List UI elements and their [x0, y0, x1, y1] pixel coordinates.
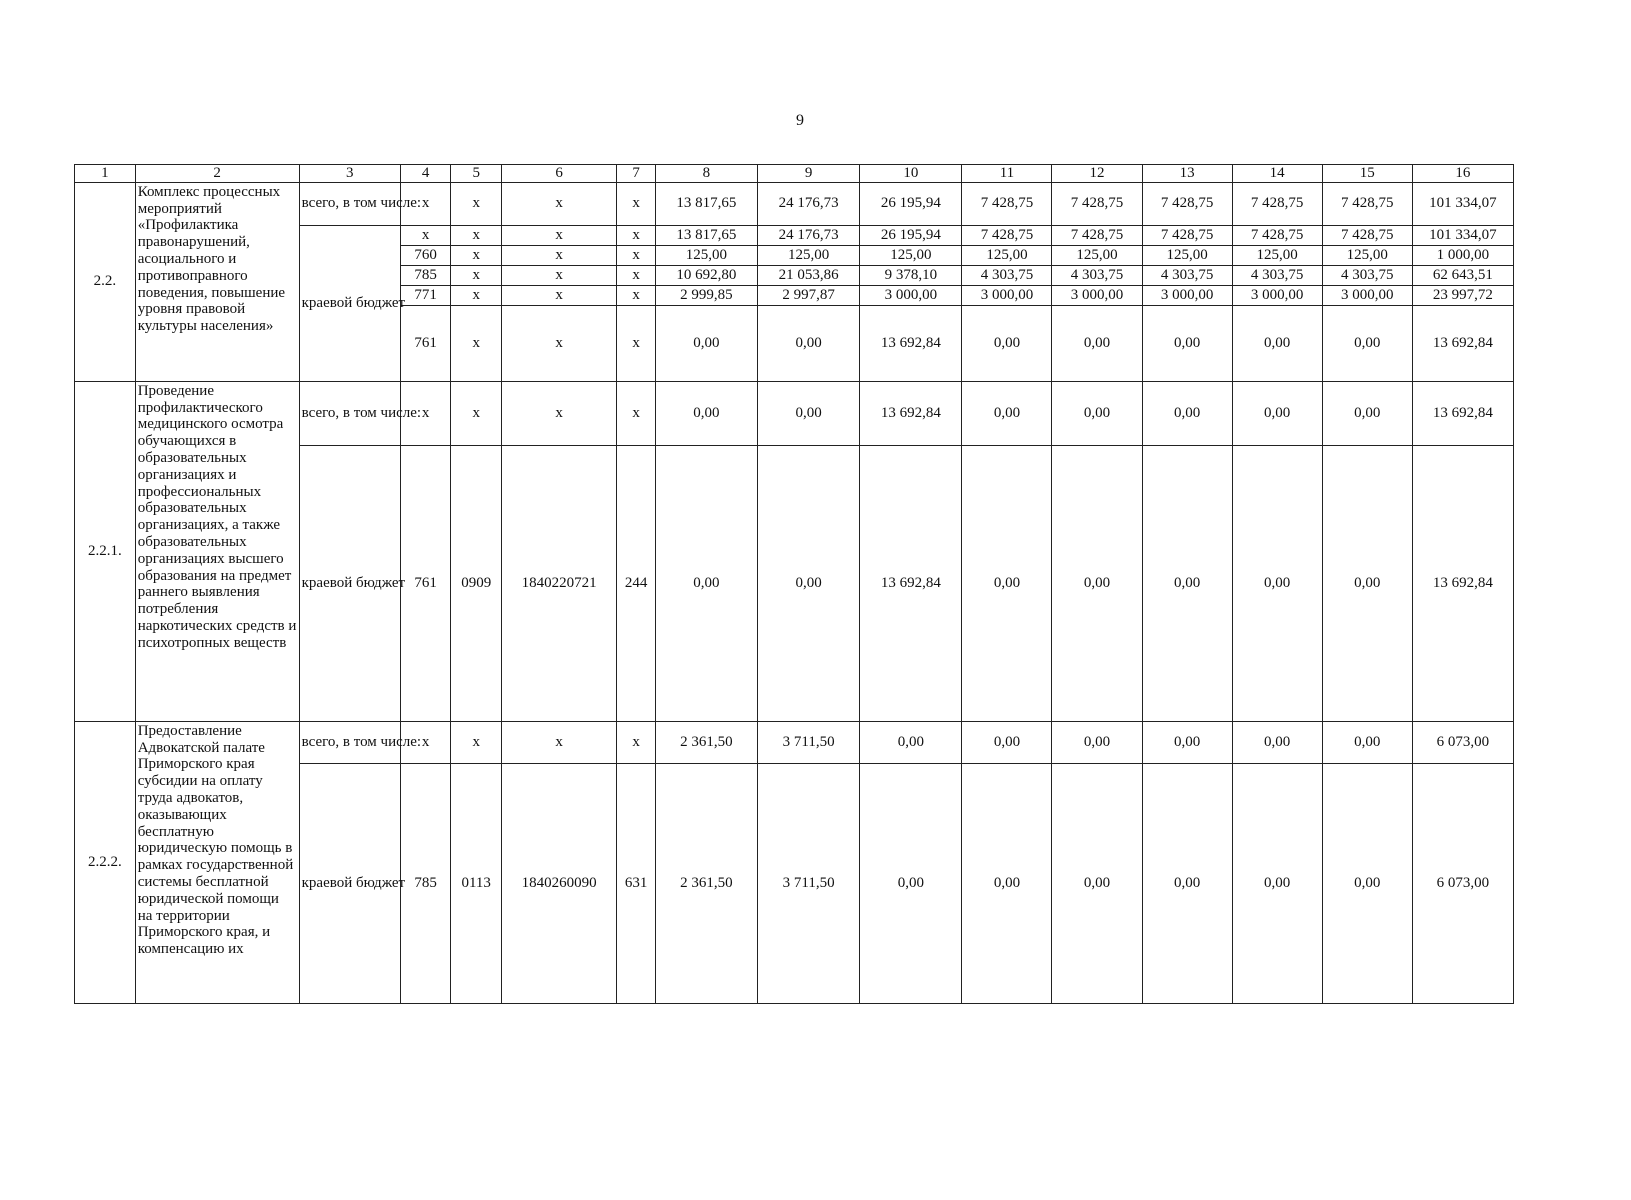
- table-cell: 785: [400, 763, 451, 1003]
- section-code: 2.2.1.: [75, 381, 136, 721]
- table-cell: 4 303,75: [962, 265, 1052, 285]
- section-code: 2.2.2.: [75, 721, 136, 1003]
- table-cell: 125,00: [1232, 245, 1322, 265]
- section-name: Предоставление Адвокатской палате Приморского края субсидии на оплату труда адвокатов, оказывающих бесплатную юридическую помощь в рамках государственной системы бесплатной юридической помощи на территории Приморского края, и компенсацию их: [135, 721, 299, 1003]
- column-number-cell: 9: [758, 165, 860, 183]
- table-cell: 0,00: [758, 381, 860, 445]
- table-cell: 4 303,75: [1232, 265, 1322, 285]
- table-cell: x: [502, 265, 617, 285]
- table-cell: 761: [400, 445, 451, 721]
- table-cell: 7 428,75: [1052, 182, 1142, 225]
- table-cell: 0,00: [962, 721, 1052, 763]
- table-cell: 13 692,84: [1412, 305, 1513, 381]
- table-cell: 0,00: [860, 721, 962, 763]
- table-cell: 0,00: [1142, 721, 1232, 763]
- table-cell: 10 692,80: [655, 265, 757, 285]
- page-number: 9: [796, 112, 804, 129]
- table-row: [75, 381, 1514, 445]
- table-cell: 125,00: [1322, 245, 1412, 265]
- table-row: [75, 182, 1514, 225]
- column-number-cell: 12: [1052, 165, 1142, 183]
- column-number-cell: 4: [400, 165, 451, 183]
- table-cell: 0,00: [1142, 763, 1232, 1003]
- table-cell: x: [617, 721, 655, 763]
- table-cell: 0,00: [1232, 381, 1322, 445]
- table-cell: x: [617, 245, 655, 265]
- section-name: Комплекс процессных мероприятий «Профилактика правонарушений, асоциального и противоправного поведения, повышение уровня правовой культуры населения»: [135, 182, 299, 381]
- table-cell: 631: [617, 763, 655, 1003]
- column-number-cell: 8: [655, 165, 757, 183]
- table-cell: x: [400, 721, 451, 763]
- table-cell: x: [451, 225, 502, 245]
- table-cell: 0,00: [1322, 721, 1412, 763]
- table-cell: 4 303,75: [1142, 265, 1232, 285]
- table-cell: x: [400, 182, 451, 225]
- table-cell: 3 000,00: [1232, 285, 1322, 305]
- funding-source-total: всего, в том числе:: [299, 381, 400, 445]
- table-cell: x: [400, 225, 451, 245]
- table-cell: 0,00: [1232, 445, 1322, 721]
- funding-source-total: всего, в том числе:: [299, 182, 400, 225]
- table-cell: 4 303,75: [1052, 265, 1142, 285]
- column-number-cell: 2: [135, 165, 299, 183]
- table-cell: 0113: [451, 763, 502, 1003]
- column-number-cell: 14: [1232, 165, 1322, 183]
- table-cell: 0,00: [1322, 305, 1412, 381]
- table-cell: 23 997,72: [1412, 285, 1513, 305]
- table-cell: 9 378,10: [860, 265, 962, 285]
- table-cell: 0909: [451, 445, 502, 721]
- table-cell: 13 692,84: [1412, 445, 1513, 721]
- column-number-row: [75, 165, 1514, 183]
- column-number-cell: 7: [617, 165, 655, 183]
- table-cell: 3 711,50: [758, 763, 860, 1003]
- funding-source-budget: краевой бюджет: [299, 445, 400, 721]
- table-cell: 2 361,50: [655, 721, 757, 763]
- table-cell: x: [451, 245, 502, 265]
- table-cell: 125,00: [1052, 245, 1142, 265]
- table-cell: x: [400, 381, 451, 445]
- table-cell: 13 692,84: [1412, 381, 1513, 445]
- table-cell: 13 692,84: [860, 445, 962, 721]
- table-cell: 101 334,07: [1412, 182, 1513, 225]
- table-cell: 0,00: [1052, 445, 1142, 721]
- column-number-cell: 16: [1412, 165, 1513, 183]
- table-cell: 13 817,65: [655, 225, 757, 245]
- table-cell: 760: [400, 245, 451, 265]
- table-cell: 125,00: [860, 245, 962, 265]
- table-cell: 7 428,75: [1232, 225, 1322, 245]
- table-cell: 244: [617, 445, 655, 721]
- table-cell: 761: [400, 305, 451, 381]
- table-cell: 2 361,50: [655, 763, 757, 1003]
- table-cell: 0,00: [1322, 381, 1412, 445]
- table-cell: 3 000,00: [1322, 285, 1412, 305]
- table-cell: 3 000,00: [962, 285, 1052, 305]
- table-cell: 4 303,75: [1322, 265, 1412, 285]
- table-cell: 0,00: [962, 381, 1052, 445]
- table-cell: x: [617, 225, 655, 245]
- table-cell: 13 817,65: [655, 182, 757, 225]
- table-cell: 0,00: [1232, 763, 1322, 1003]
- table-cell: 2 997,87: [758, 285, 860, 305]
- table-cell: 0,00: [1142, 305, 1232, 381]
- column-number-cell: 3: [299, 165, 400, 183]
- table-cell: x: [502, 182, 617, 225]
- table-cell: x: [617, 305, 655, 381]
- table-cell: 13 692,84: [860, 305, 962, 381]
- table-cell: 62 643,51: [1412, 265, 1513, 285]
- table-cell: x: [502, 381, 617, 445]
- table-cell: x: [617, 265, 655, 285]
- table-cell: x: [451, 182, 502, 225]
- table-cell: 24 176,73: [758, 182, 860, 225]
- table-cell: 7 428,75: [962, 182, 1052, 225]
- table-cell: 7 428,75: [1052, 225, 1142, 245]
- table-cell: 0,00: [1322, 763, 1412, 1003]
- table-cell: x: [451, 305, 502, 381]
- funding-source-budget: краевой бюджет: [299, 225, 400, 381]
- table-cell: x: [502, 245, 617, 265]
- table-cell: 0,00: [962, 305, 1052, 381]
- table-cell: 0,00: [1052, 763, 1142, 1003]
- table-row: [75, 721, 1514, 763]
- table-cell: 771: [400, 285, 451, 305]
- table-cell: 0,00: [1052, 721, 1142, 763]
- table-cell: 0,00: [1232, 305, 1322, 381]
- table-cell: x: [617, 182, 655, 225]
- table-cell: x: [451, 265, 502, 285]
- table-cell: 125,00: [962, 245, 1052, 265]
- table-cell: x: [502, 285, 617, 305]
- table-cell: 7 428,75: [1142, 225, 1232, 245]
- table-cell: 21 053,86: [758, 265, 860, 285]
- column-number-cell: 1: [75, 165, 136, 183]
- table-cell: x: [451, 285, 502, 305]
- column-number-cell: 5: [451, 165, 502, 183]
- table-cell: 0,00: [860, 763, 962, 1003]
- table-cell: 0,00: [655, 445, 757, 721]
- table-cell: 125,00: [655, 245, 757, 265]
- table-cell: 7 428,75: [1232, 182, 1322, 225]
- table-cell: 101 334,07: [1412, 225, 1513, 245]
- table-cell: 3 711,50: [758, 721, 860, 763]
- table-cell: 0,00: [1052, 305, 1142, 381]
- column-number-cell: 6: [502, 165, 617, 183]
- table-cell: 24 176,73: [758, 225, 860, 245]
- table-cell: x: [617, 285, 655, 305]
- table-cell: 7 428,75: [1142, 182, 1232, 225]
- table-cell: 0,00: [1232, 721, 1322, 763]
- table-cell: 0,00: [758, 445, 860, 721]
- table-cell: 785: [400, 265, 451, 285]
- table-cell: 7 428,75: [1322, 225, 1412, 245]
- funding-source-total: всего, в том числе:: [299, 721, 400, 763]
- table-cell: 0,00: [962, 445, 1052, 721]
- table-cell: 125,00: [1142, 245, 1232, 265]
- table-cell: 3 000,00: [860, 285, 962, 305]
- table-cell: 3 000,00: [1142, 285, 1232, 305]
- table-cell: 0,00: [962, 763, 1052, 1003]
- table-cell: 125,00: [758, 245, 860, 265]
- table-cell: 7 428,75: [962, 225, 1052, 245]
- table-cell: 6 073,00: [1412, 721, 1513, 763]
- table-cell: 2 999,85: [655, 285, 757, 305]
- column-number-cell: 15: [1322, 165, 1412, 183]
- table-cell: x: [451, 721, 502, 763]
- table-cell: 1840220721: [502, 445, 617, 721]
- table-cell: 0,00: [1142, 381, 1232, 445]
- table-cell: 26 195,94: [860, 225, 962, 245]
- table-body: [75, 165, 1514, 1004]
- table-cell: 0,00: [1052, 381, 1142, 445]
- table-cell: 0,00: [1322, 445, 1412, 721]
- table-cell: 0,00: [655, 381, 757, 445]
- table-cell: 0,00: [758, 305, 860, 381]
- table-cell: 26 195,94: [860, 182, 962, 225]
- table-cell: 1 000,00: [1412, 245, 1513, 265]
- budget-table: [74, 164, 1514, 1004]
- column-number-cell: 10: [860, 165, 962, 183]
- column-number-cell: 11: [962, 165, 1052, 183]
- section-code: 2.2.: [75, 182, 136, 381]
- table-cell: x: [502, 305, 617, 381]
- table-cell: x: [502, 721, 617, 763]
- table-cell: x: [451, 381, 502, 445]
- table-cell: 7 428,75: [1322, 182, 1412, 225]
- table-cell: 1840260090: [502, 763, 617, 1003]
- table-cell: 0,00: [655, 305, 757, 381]
- funding-source-budget: краевой бюджет: [299, 763, 400, 1003]
- table-cell: x: [617, 381, 655, 445]
- column-number-cell: 13: [1142, 165, 1232, 183]
- table-cell: 6 073,00: [1412, 763, 1513, 1003]
- table-cell: 13 692,84: [860, 381, 962, 445]
- section-name: Проведение профилактического медицинского осмотра обучающихся в образовательных организациях и профессиональных образовательных организациях, а также образовательных организациях высшего образования на предмет раннего выявления потребления наркотических средств и психотропных веществ: [135, 381, 299, 721]
- table-cell: x: [502, 225, 617, 245]
- table-cell: 3 000,00: [1052, 285, 1142, 305]
- table-cell: 0,00: [1142, 445, 1232, 721]
